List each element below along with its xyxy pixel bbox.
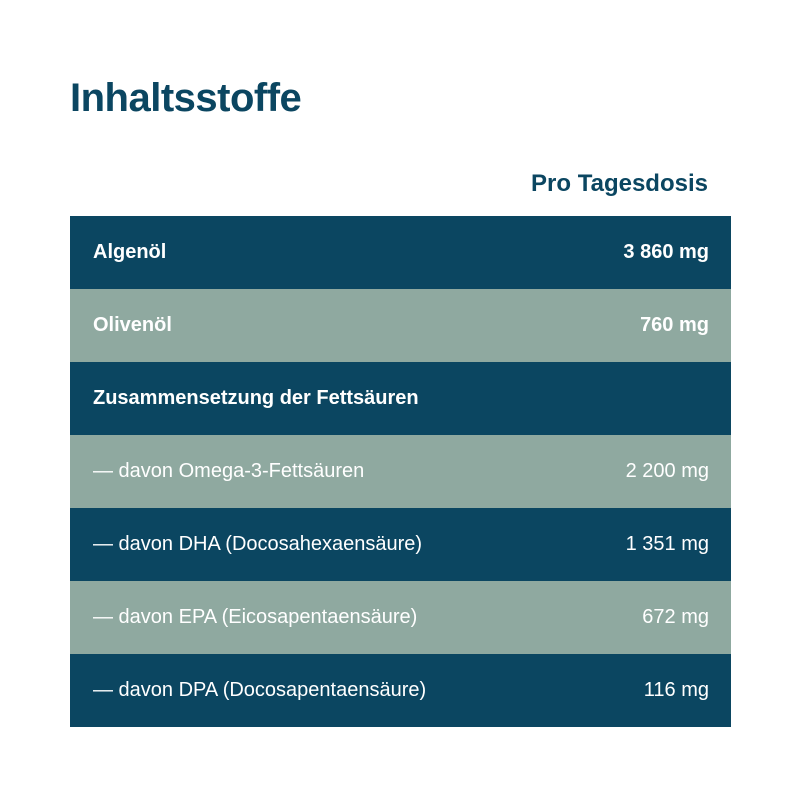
- row-label: — davon EPA (Eicosapentaensäure): [93, 606, 418, 628]
- table-row-omega-3: [70, 435, 731, 508]
- row-label: — davon DHA (Docosahexaensäure): [93, 533, 423, 555]
- row-label: Algenöl: [93, 241, 167, 263]
- row-label: Olivenöl: [93, 314, 172, 336]
- row-value: 116 mg: [643, 679, 709, 701]
- table-row-dha: [70, 508, 731, 581]
- row-value: 1 351 mg: [625, 533, 709, 555]
- row-label: — davon Omega-3-Fettsäuren: [93, 460, 365, 482]
- table-row-fatty-acid-composition: [70, 362, 731, 435]
- table-row-dpa: [70, 654, 731, 727]
- row-label: — davon DPA (Docosapentaensäure): [93, 679, 427, 701]
- table-row-olive-oil: [70, 289, 731, 362]
- row-label: Zusammensetzung der Fettsäuren: [93, 387, 419, 409]
- row-value: 760 mg: [640, 314, 709, 336]
- ingredients-table: [70, 216, 731, 727]
- column-header-per-daily-dose: Pro Tagesdosis: [531, 170, 708, 197]
- row-value: 3 860 mg: [623, 241, 709, 263]
- table-row-algae-oil: [70, 216, 731, 289]
- row-value: 672 mg: [642, 606, 709, 628]
- page-title: Inhaltsstoffe: [70, 76, 302, 120]
- row-value: 2 200 mg: [625, 460, 709, 482]
- table-row-epa: [70, 581, 731, 654]
